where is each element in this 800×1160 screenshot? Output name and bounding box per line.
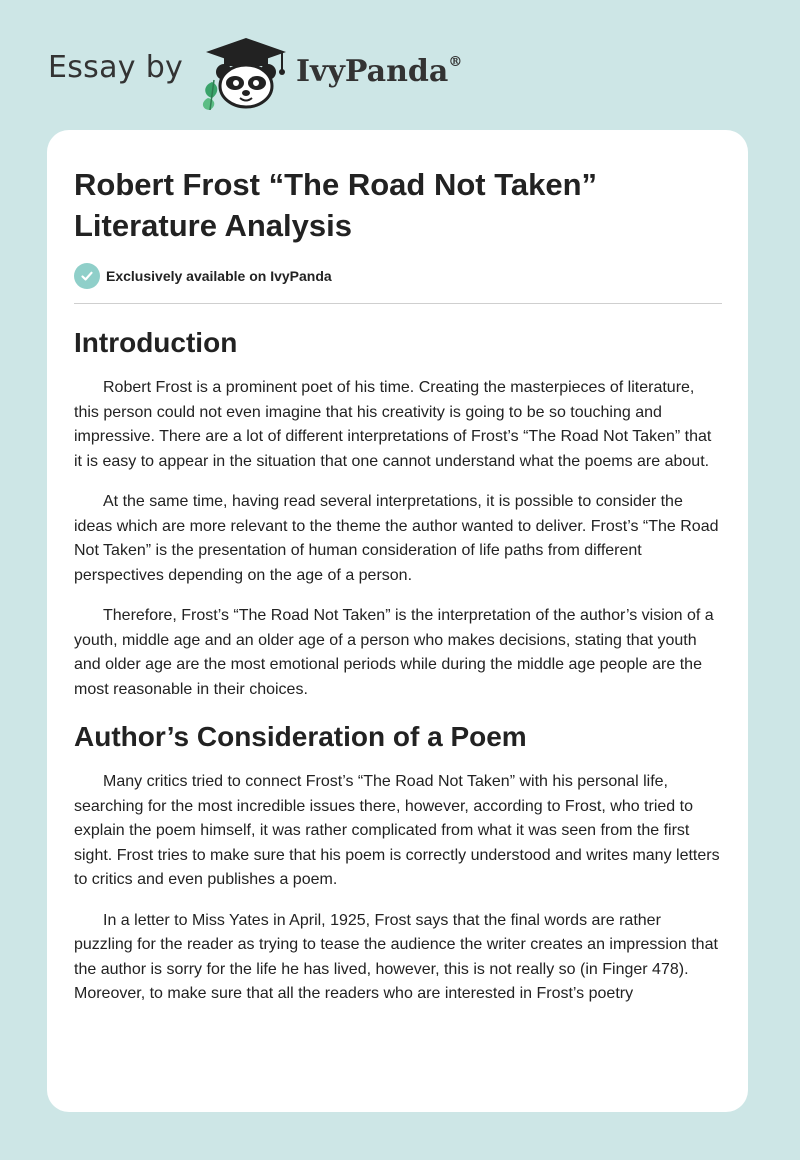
ivypanda-logo[interactable] xyxy=(198,34,294,110)
brand-name xyxy=(296,54,462,89)
essay-title: Robert Frost “The Road Not Taken” Literature Analysis xyxy=(74,167,598,243)
paragraph: Robert Frost is a prominent poet of his time. Creating the masterpieces of literature, this person could not even imagine that his creativity is going to be so touching and impressive. There are a lot of different interpretations of Frost’s “The Road Not Taken” that it is easy to appear in the situation that one cannot understand what the poems are about. xyxy=(74,379,712,470)
check-circle-icon xyxy=(74,263,100,289)
essay-card xyxy=(47,130,748,1112)
exclusive-badge-text: Exclusively available on IvyPanda xyxy=(106,268,332,284)
exclusive-badge xyxy=(74,263,332,289)
site-header xyxy=(0,0,800,130)
section-heading-introduction: Introduction xyxy=(74,327,238,358)
essay-by-label: Essay by xyxy=(48,50,184,85)
essay-body xyxy=(74,326,722,1023)
paragraph: Therefore, Frost’s “The Road Not Taken” is the interpretation of the author’s vision of a youth, middle age and an older age of a person who makes decisions, stating that youth and older age are the most emotional periods while during the middle age people are the most reasonable in their choices. xyxy=(74,607,714,698)
brand-text: IvyPanda xyxy=(296,54,449,89)
section-heading-authors-consideration: Author’s Consideration of a Poem xyxy=(74,721,527,752)
graduation-panda-icon xyxy=(198,34,294,110)
paragraph: In a letter to Miss Yates in April, 1925, Frost says that the final words are rather puzzling for the reader as trying to tease the audience the writer creates an impression that the author is sorry for the life he has lived, however, this is not really so (in Finger 478). Moreover, to make sure that all the readers who are interested in Frost’s poetry xyxy=(74,911,718,1002)
paragraph: At the same time, having read several interpretations, it is possible to consider the ideas which are more relevant to the theme the author wanted to deliver. Frost’s “The Road Not Taken” is the presentation of human consideration of life paths from different perspectives depending on the age of a person. xyxy=(74,493,719,584)
title-divider xyxy=(74,303,722,304)
trademark-symbol: ® xyxy=(448,54,463,70)
paragraph: Many critics tried to connect Frost’s “The Road Not Taken” with his personal life, searching for the most incredible issues there, however, according to Frost, who tried to explain the poem himself, it was rather complicated from what it was seen from the first sight. Frost tries to make sure that his poem is correctly understood and writes many letters to critics and even publishes a poem. xyxy=(74,773,720,888)
